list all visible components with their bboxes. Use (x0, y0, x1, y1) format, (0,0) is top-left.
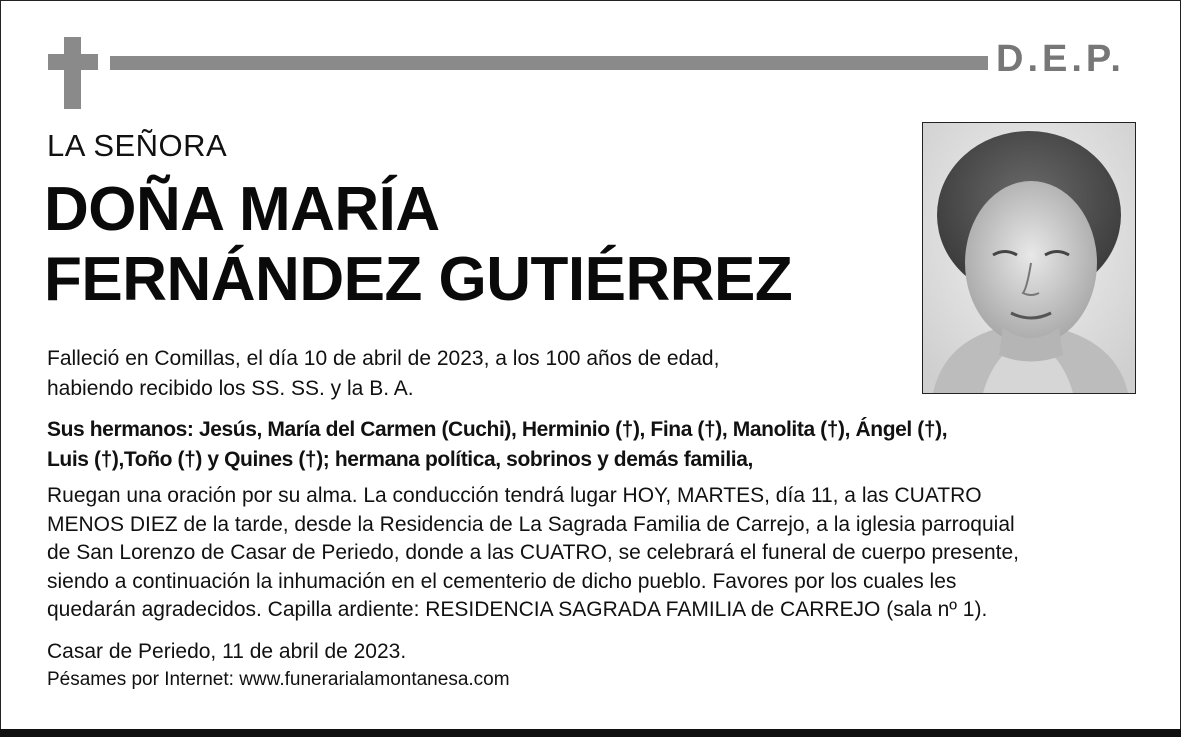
deceased-name (44, 175, 792, 315)
condolences-link: Pésames por Internet: www.funerarialamontanesa.com (47, 669, 510, 690)
body-line-5: quedarán agradecidos. Capilla ardiente: RESIDENCIA SAGRADA FAMILIA de CARREJO (sala nº 1). (47, 598, 988, 621)
dep-label: D.E.P. (996, 38, 1125, 80)
portrait-photo (922, 122, 1136, 394)
intro-line-2: habiendo recibido los SS. SS. y la B. A. (47, 377, 414, 400)
ceremony-details (47, 482, 1157, 625)
death-announcement (47, 344, 907, 404)
body-line-3: de San Lorenzo de Casar de Periedo, donde a las CUATRO, se celebrará el funeral de cuerpo presente, (47, 541, 1020, 564)
body-line-4: siendo a continuación la inhumación en el cementerio de dicho pueblo. Favores por los cuales les (47, 569, 957, 593)
header-rule (110, 56, 988, 70)
body-line-2: MENOS DIEZ de la tarde, desde la Residencia de La Sagrada Familia de Carrejo, a la iglesia parroquial (47, 512, 1015, 536)
intro-line-1: Falleció en Comillas, el día 10 de abril de 2023, a los 100 años de edad, (47, 347, 720, 370)
family-line-2: Luis (†),Toño (†) y Quines (†); hermana política, sobrinos y demás familia, (47, 448, 753, 471)
title-label: LA SEÑORA (47, 128, 228, 163)
name-line-1: DOÑA MARÍA (44, 175, 440, 244)
family-list (47, 415, 1147, 475)
place-and-date: Casar de Periedo, 11 de abril de 2023. (47, 640, 407, 663)
cross-icon (48, 37, 98, 109)
name-line-2: FERNÁNDEZ GUTIÉRREZ (44, 245, 793, 314)
bottom-border (0, 729, 1181, 737)
body-line-1: Ruegan una oración por su alma. La conducción tendrá lugar HOY, MARTES, día 11, a las CUATRO (47, 484, 982, 507)
family-line-1: Sus hermanos: Jesús, María del Carmen (Cuchi), Herminio (†), Fina (†), Manolita (†), Ángel (†), (47, 418, 948, 441)
